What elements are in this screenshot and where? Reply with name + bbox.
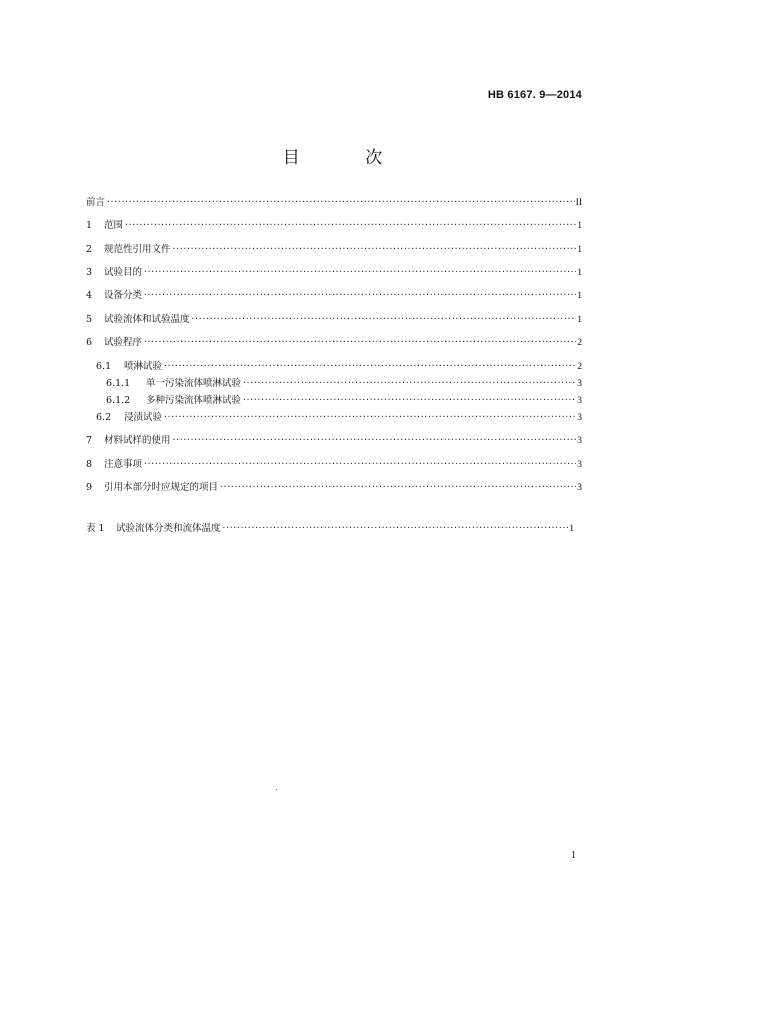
toc-entry-page: 3 bbox=[577, 396, 582, 406]
table-list-entry[interactable] bbox=[86, 522, 574, 536]
toc-leader-dots bbox=[222, 521, 569, 535]
toc-entry-label: 规范性引用文件 bbox=[104, 244, 171, 255]
toc-entry-number: 6.1 bbox=[96, 361, 112, 372]
toc-entry-page: 1 bbox=[577, 245, 582, 255]
toc-entry-page: 3 bbox=[577, 483, 582, 493]
toc-entry[interactable] bbox=[86, 434, 582, 448]
toc-entry[interactable] bbox=[96, 360, 582, 374]
toc-leader-dots bbox=[242, 393, 576, 407]
toc-entry-page: 1 bbox=[577, 315, 582, 325]
toc-entry-label: 试验程序 bbox=[104, 337, 143, 348]
toc-entry-label: 喷淋试验 bbox=[124, 361, 163, 372]
toc-entry-label: 设备分类 bbox=[104, 290, 143, 301]
toc-entry-label: 前言 bbox=[86, 197, 106, 208]
toc-entry-label: 范围 bbox=[104, 220, 124, 231]
toc-entry[interactable] bbox=[86, 243, 582, 257]
toc-leader-dots bbox=[172, 433, 577, 447]
toc-entry-number: 8 bbox=[86, 459, 93, 470]
toc-title: 目 次 bbox=[282, 148, 413, 168]
table-entry-number: 表 1 bbox=[86, 523, 105, 534]
toc-entry-number: 1 bbox=[86, 220, 93, 231]
toc-entry-page: 3 bbox=[577, 460, 582, 470]
toc-entry-page: 1 bbox=[577, 268, 582, 278]
toc-leader-dots bbox=[163, 359, 576, 373]
toc-entry-number: 7 bbox=[86, 435, 93, 446]
toc-leader-dots bbox=[143, 288, 576, 302]
toc-entry-label: 多种污染流体喷淋试验 bbox=[146, 395, 242, 406]
toc-entry-page: II bbox=[575, 198, 582, 208]
toc-entry-label: 引用本部分时应规定的项目 bbox=[104, 482, 219, 493]
toc-entry[interactable] bbox=[86, 336, 582, 350]
toc-entry-number: 3 bbox=[86, 267, 93, 278]
toc-entry-page: 3 bbox=[577, 413, 582, 423]
toc-entry[interactable] bbox=[86, 481, 582, 495]
toc-entry-number: 6.1.1 bbox=[106, 378, 131, 389]
table-entry-page: 1 bbox=[569, 524, 574, 534]
toc-entry-label: 试验流体和试验温度 bbox=[104, 314, 190, 325]
toc-entry-number: 5 bbox=[86, 314, 93, 325]
toc-leader-dots bbox=[219, 480, 576, 494]
toc-entry-number: 4 bbox=[86, 290, 93, 301]
toc-entry-label: 浸渍试验 bbox=[124, 412, 163, 423]
toc-entry-page: 1 bbox=[577, 221, 582, 231]
toc-leader-dots bbox=[106, 195, 575, 209]
toc-leader-dots bbox=[163, 410, 576, 424]
toc-entry-page: 1 bbox=[577, 291, 582, 301]
toc-entry[interactable] bbox=[86, 313, 582, 327]
toc-entry-number: 9 bbox=[86, 482, 93, 493]
toc-entry-label: 试验目的 bbox=[104, 267, 143, 278]
toc-entry-number: 6.2 bbox=[96, 412, 112, 423]
toc-entry-page: 3 bbox=[577, 436, 582, 446]
toc-entry-number: 6 bbox=[86, 337, 93, 348]
toc-entry-label: 单一污染流体喷淋试验 bbox=[146, 378, 242, 389]
toc-leader-dots bbox=[124, 218, 576, 232]
toc-entry-page: 2 bbox=[577, 362, 582, 372]
toc-entry[interactable] bbox=[86, 196, 582, 210]
toc-leader-dots bbox=[242, 376, 576, 390]
toc-entry[interactable] bbox=[106, 394, 582, 408]
table-entry-label: 试验流体分类和流体温度 bbox=[116, 523, 221, 534]
toc-entry-number: 6.1.2 bbox=[106, 395, 131, 406]
toc-leader-dots bbox=[143, 457, 576, 471]
toc-entry[interactable] bbox=[86, 219, 582, 233]
footer-page-number: 1 bbox=[571, 850, 576, 861]
toc-entry-label: 材料试样的使用 bbox=[104, 435, 171, 446]
toc-entry[interactable] bbox=[86, 289, 582, 303]
scan-speck bbox=[276, 789, 277, 790]
document-code: HB 6167. 9—2014 bbox=[487, 89, 582, 101]
toc-leader-dots bbox=[191, 312, 577, 326]
toc-leader-dots bbox=[143, 335, 576, 349]
toc-entry[interactable] bbox=[106, 377, 582, 391]
toc-entry[interactable] bbox=[96, 411, 582, 425]
toc-leader-dots bbox=[143, 265, 576, 279]
toc-entry-label: 注意事项 bbox=[104, 459, 143, 470]
toc-entry-page: 2 bbox=[577, 338, 582, 348]
toc-entry-number: 2 bbox=[86, 244, 93, 255]
toc-entry[interactable] bbox=[86, 266, 582, 280]
toc-entry-page: 3 bbox=[577, 379, 582, 389]
toc-leader-dots bbox=[172, 242, 577, 256]
toc-entry[interactable] bbox=[86, 458, 582, 472]
